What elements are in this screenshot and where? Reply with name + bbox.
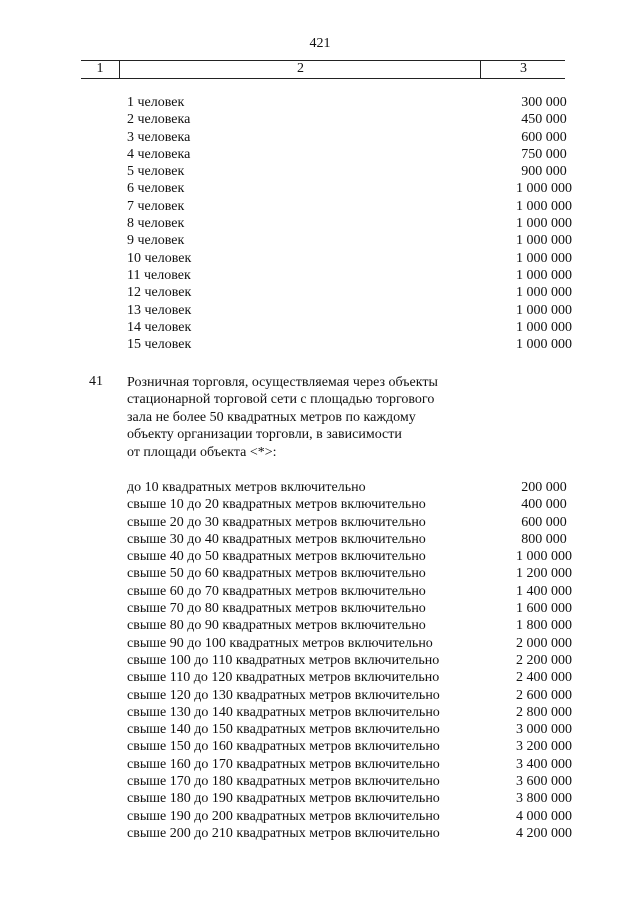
- table-row: [127, 250, 579, 267]
- row-label: свыше 200 до 210 квадратных метров включительно: [127, 825, 440, 841]
- row-label: свыше 180 до 190 квадратных метров включительно: [127, 791, 440, 807]
- row-value: 400 000: [521, 497, 567, 513]
- table-row: [127, 267, 579, 284]
- item-text-line: зала не более 50 квадратных метров по каждому: [127, 409, 416, 425]
- table-row: [127, 496, 579, 513]
- row-label: свыше 80 до 90 квадратных метров включительно: [127, 618, 426, 634]
- table-row: [127, 808, 579, 825]
- row-value: 1 000 000: [516, 337, 572, 353]
- row-label: 15 человек: [127, 337, 192, 353]
- row-label: 10 человек: [127, 250, 192, 266]
- table-row: [127, 635, 579, 652]
- row-value: 1 000 000: [516, 319, 572, 335]
- row-value: 1 000 000: [516, 285, 572, 301]
- table-header-col-1: 1: [96, 61, 104, 76]
- row-value: 2 600 000: [516, 687, 572, 703]
- row-label: 8 человек: [127, 216, 185, 232]
- row-value: 200 000: [521, 480, 567, 495]
- table-row: [127, 790, 579, 807]
- item-text-line: от площади объекта <*>:: [127, 444, 277, 460]
- row-label: свыше 170 до 180 квадратных метров включительно: [127, 774, 440, 790]
- row-label: свыше 130 до 140 квадратных метров включительно: [127, 704, 440, 720]
- row-value: 4 000 000: [516, 808, 572, 824]
- row-value: 3 400 000: [516, 756, 572, 772]
- row-value: 2 400 000: [516, 670, 572, 686]
- area-rate-list: [127, 479, 579, 842]
- row-label: свыше 100 до 110 квадратных метров включительно: [127, 652, 440, 668]
- row-label: 1 человек: [127, 95, 185, 110]
- row-value: 1 000 000: [516, 181, 572, 197]
- table-header-col-2: 2: [119, 61, 481, 78]
- row-value: 1 000 000: [516, 302, 572, 318]
- row-value: 3 800 000: [516, 791, 572, 807]
- table-row: [127, 825, 579, 842]
- table-row: [127, 514, 579, 531]
- row-value: 900 000: [521, 164, 567, 180]
- table-row: [127, 600, 579, 617]
- row-value: 750 000: [521, 146, 567, 162]
- row-value: 1 800 000: [516, 618, 572, 634]
- row-label: 9 человек: [127, 233, 185, 249]
- row-label: свыше 30 до 40 квадратных метров включительно: [127, 531, 426, 547]
- row-label: свыше 70 до 80 квадратных метров включительно: [127, 601, 426, 617]
- table-row: [127, 617, 579, 634]
- row-value: 1 600 000: [516, 601, 572, 617]
- row-label: свыше 190 до 200 квадратных метров включительно: [127, 808, 440, 824]
- row-label: 6 человек: [127, 181, 185, 197]
- page-number: 421: [309, 36, 331, 51]
- row-label: свыше 120 до 130 квадратных метров включительно: [127, 687, 440, 703]
- row-label: свыше 10 до 20 квадратных метров включительно: [127, 497, 426, 513]
- row-value: 1 200 000: [516, 566, 572, 582]
- row-label: свыше 50 до 60 квадратных метров включительно: [127, 566, 426, 582]
- row-label: свыше 40 до 50 квадратных метров включительно: [127, 549, 426, 565]
- table-row: [127, 163, 579, 180]
- table-row: [127, 687, 579, 704]
- row-label: свыше 160 до 170 квадратных метров включительно: [127, 756, 440, 772]
- row-value: 1 000 000: [516, 250, 572, 266]
- row-value: 1 000 000: [516, 549, 572, 565]
- row-label: 12 человек: [127, 285, 192, 301]
- row-value: 3 200 000: [516, 739, 572, 755]
- row-value: 1 000 000: [516, 233, 572, 249]
- table-row: [127, 215, 579, 232]
- row-label: свыше 150 до 160 квадратных метров включительно: [127, 739, 440, 755]
- row-label: 3 человека: [127, 129, 191, 145]
- table-row: [127, 146, 579, 163]
- table-row: [127, 302, 579, 319]
- row-label: свыше 20 до 30 квадратных метров включительно: [127, 514, 426, 530]
- row-value: 800 000: [521, 531, 567, 547]
- table-row: [127, 773, 579, 790]
- table-row: [127, 669, 579, 686]
- row-value: 1 400 000: [516, 583, 572, 599]
- row-value: 1 000 000: [516, 216, 572, 232]
- row-label: свыше 140 до 150 квадратных метров включительно: [127, 722, 440, 738]
- row-label: до 10 квадратных метров включительно: [127, 480, 366, 495]
- item-text-line: Розничная торговля, осуществляемая через объекты: [127, 375, 438, 390]
- table-row: [127, 111, 579, 128]
- table-row: [127, 583, 579, 600]
- item-number: 41: [89, 374, 103, 389]
- item-text-line: стационарной торговой сети с площадью торгового: [127, 392, 435, 408]
- row-label: свыше 90 до 100 квадратных метров включительно: [127, 635, 433, 651]
- row-value: 600 000: [521, 514, 567, 530]
- item-text-line: объекту организации торговли, в зависимости: [127, 427, 402, 443]
- table-row: [127, 548, 579, 565]
- row-value: 2 200 000: [516, 652, 572, 668]
- row-label: 13 человек: [127, 302, 192, 318]
- row-label: 14 человек: [127, 319, 192, 335]
- table-row: [127, 94, 579, 111]
- row-value: 1 000 000: [516, 198, 572, 214]
- row-value: 1 000 000: [516, 267, 572, 283]
- row-label: 4 человека: [127, 146, 191, 162]
- table-row: [127, 531, 579, 548]
- table-header-row: [81, 60, 565, 79]
- row-value: 3 600 000: [516, 774, 572, 790]
- row-label: 5 человек: [127, 164, 185, 180]
- table-row: [127, 738, 579, 755]
- row-value: 600 000: [521, 129, 567, 145]
- table-row: [127, 129, 579, 146]
- row-label: свыше 60 до 70 квадратных метров включительно: [127, 583, 426, 599]
- item-description: [127, 374, 487, 461]
- row-value: 450 000: [521, 112, 567, 128]
- table-row: [127, 721, 579, 738]
- row-value: 4 200 000: [516, 825, 572, 841]
- row-label: 2 человека: [127, 112, 191, 128]
- row-label: 7 человек: [127, 198, 185, 214]
- table-row: [127, 336, 579, 353]
- persons-rate-list: [127, 94, 579, 353]
- table-header-col-3: 3: [480, 61, 566, 78]
- row-value: 300 000: [521, 95, 567, 110]
- table-row: [127, 479, 579, 496]
- table-row: [127, 284, 579, 301]
- row-label: свыше 110 до 120 квадратных метров включительно: [127, 670, 440, 686]
- table-row: [127, 565, 579, 582]
- row-value: 3 000 000: [516, 722, 572, 738]
- row-value: 2 800 000: [516, 704, 572, 720]
- table-row: [127, 652, 579, 669]
- table-row: [127, 756, 579, 773]
- table-row: [127, 180, 579, 197]
- table-row: [127, 232, 579, 249]
- table-row: [127, 198, 579, 215]
- row-value: 2 000 000: [516, 635, 572, 651]
- row-label: 11 человек: [127, 267, 191, 283]
- table-row: [127, 704, 579, 721]
- table-row: [127, 319, 579, 336]
